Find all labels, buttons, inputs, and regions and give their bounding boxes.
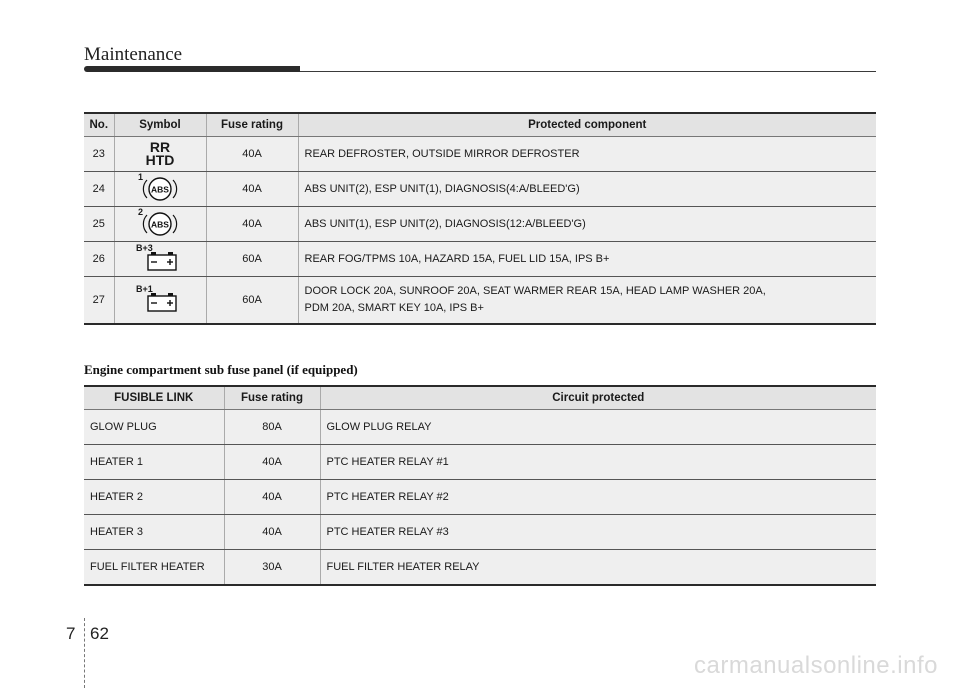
header-rule (300, 71, 876, 72)
protected-component (298, 172, 876, 207)
circuit-protected: GLOW PLUG RELAY (320, 410, 876, 445)
component-line: ABS UNIT(1), ESP UNIT(2), DIAGNOSIS(12:A/BLEED'G) (304, 217, 586, 230)
fuse-number: 27 (84, 277, 114, 325)
fusible-link: FUEL FILTER HEATER (84, 550, 224, 586)
fusible-link: HEATER 3 (84, 515, 224, 550)
fuse-symbol (114, 207, 206, 242)
table-row (84, 242, 876, 277)
table-row (84, 480, 876, 515)
fuse-symbol (114, 172, 206, 207)
fusible-link: HEATER 2 (84, 480, 224, 515)
column-header: FUSIBLE LINK (84, 386, 224, 410)
component-line: DOOR LOCK 20A, SUNROOF 20A, SEAT WARMER REAR 15A, HEAD LAMP WASHER 20A, (304, 285, 766, 297)
footer-divider (84, 618, 86, 688)
rear-defroster-symbol (146, 141, 175, 167)
column-header: Circuit protected (320, 386, 876, 410)
component-line: ABS UNIT(2), ESP UNIT(1), DIAGNOSIS(4:A/BLEED'G) (304, 182, 580, 195)
fuse-rating: 80A (224, 410, 320, 445)
symbol-index: 2 (138, 207, 144, 217)
column-header: Symbol (114, 113, 206, 137)
fuse-rating: 40A (206, 207, 298, 242)
column-header: Fuse rating (224, 386, 320, 410)
table-row (84, 207, 876, 242)
abs-icon (138, 207, 182, 238)
column-header: Protected component (298, 113, 876, 137)
fuse-symbol (114, 137, 206, 172)
symbol-line-1: RR (149, 139, 171, 155)
chapter-number: 7 (66, 624, 76, 643)
fusible-link: GLOW PLUG (84, 410, 224, 445)
table-row (84, 550, 876, 586)
column-header: Fuse rating (206, 113, 298, 137)
fuse-number: 24 (84, 172, 114, 207)
fuse-rating: 40A (224, 515, 320, 550)
fuse-symbol (114, 277, 206, 325)
circuit-protected: PTC HEATER RELAY #1 (320, 445, 876, 480)
fuse-number: 23 (84, 137, 114, 172)
protected-component (298, 207, 876, 242)
table-row (84, 445, 876, 480)
fuse-rating: 40A (224, 445, 320, 480)
battery-icon (136, 286, 184, 314)
watermark: carmanualsonline.info (694, 652, 938, 679)
circuit-protected: FUEL FILTER HEATER RELAY (320, 550, 876, 586)
page-number: 62 (90, 624, 109, 643)
table-row (84, 410, 876, 445)
table-row (84, 515, 876, 550)
abs-text: ABS (151, 184, 169, 195)
table-row (84, 137, 876, 172)
fuse-rating: 60A (206, 277, 298, 325)
table-row (84, 277, 876, 325)
column-header: No. (84, 113, 114, 137)
protected-component (298, 242, 876, 277)
header-accent-bar (84, 66, 300, 72)
protected-component (298, 277, 876, 325)
abs-icon (138, 172, 182, 203)
table-row (84, 172, 876, 207)
abs-text: ABS (151, 219, 169, 230)
section-title: Engine compartment sub fuse panel (if equipped) (84, 362, 358, 377)
fuse-rating: 40A (224, 480, 320, 515)
symbol-index: 1 (138, 172, 144, 182)
fuse-table-header (84, 113, 876, 137)
fuse-rating: 30A (224, 550, 320, 586)
fuse-table (84, 112, 876, 325)
battery-label: B+1 (136, 284, 153, 294)
sub-fuse-table (84, 385, 876, 586)
fuse-rating: 60A (206, 242, 298, 277)
page-header-title: Maintenance (84, 44, 183, 65)
protected-component (298, 137, 876, 172)
sub-table-header (84, 386, 876, 410)
circuit-protected: PTC HEATER RELAY #3 (320, 515, 876, 550)
battery-label: B+3 (136, 243, 153, 253)
fuse-rating: 40A (206, 172, 298, 207)
fusible-link: HEATER 1 (84, 445, 224, 480)
fuse-symbol (114, 242, 206, 277)
fuse-rating: 40A (206, 137, 298, 172)
battery-icon (136, 245, 184, 273)
fuse-number: 26 (84, 242, 114, 277)
component-line: PDM 20A, SMART KEY 10A, IPS B+ (304, 302, 484, 314)
circuit-protected: PTC HEATER RELAY #2 (320, 480, 876, 515)
fuse-number: 25 (84, 207, 114, 242)
component-line: REAR FOG/TPMS 10A, HAZARD 15A, FUEL LID 15A, IPS B+ (304, 252, 610, 265)
symbol-line-2: HTD (145, 152, 175, 168)
component-line: REAR DEFROSTER, OUTSIDE MIRROR DEFROSTER (304, 147, 580, 160)
